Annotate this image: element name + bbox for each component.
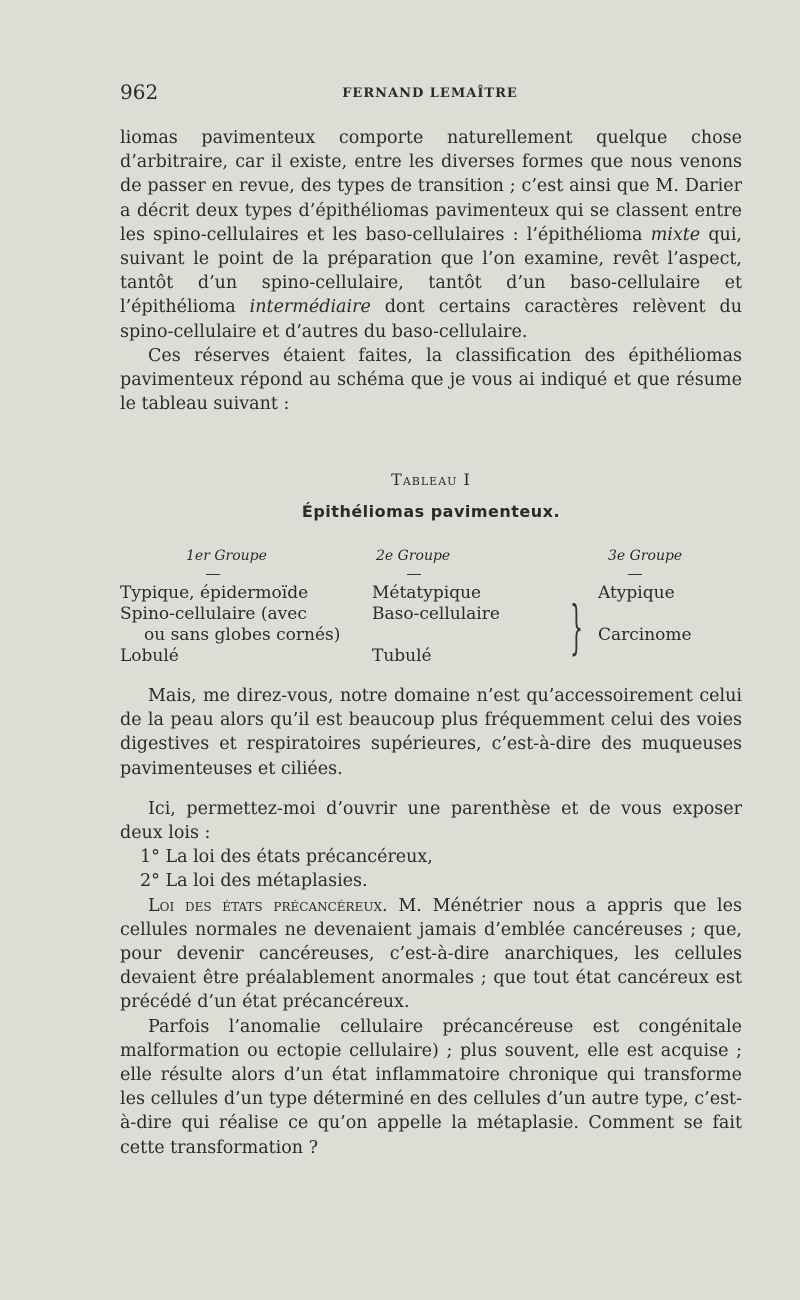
divider: [407, 574, 421, 575]
paragraph-1: liomas pavimenteux comporte naturellement quelque chose d’arbitraire, car il existe, entre les diverses formes que nous venons de passer en revue, des types de transition ; c’est ainsi que M. Darier a décrit deux types d’épithéliomas pavimenteux qui se classent entre les spino-cellulaires et les baso-cellulaires : l’épithélioma mixte qui, suivant le point de la préparation que l’on examine, revêt l’aspect, tantôt d’un spino-cellulaire, tantôt d’un baso-cellulaire et l’épithélioma intermédiaire dont certains caractères relèvent du spino-cellulaire et d’autres du baso-cellulaire.: [120, 128, 742, 342]
group-1-column: [120, 546, 350, 667]
group-1-item: ou sans globes cornés): [144, 625, 341, 645]
group-3-heading: 3e Groupe: [608, 548, 683, 564]
group-1-item: Lobulé: [120, 646, 179, 666]
group-2-item: Métatypique: [372, 583, 482, 603]
divider: [628, 574, 642, 575]
paragraph-5: Loi des états précancéreux. M. Ménétrier nous a appris que les cellules normales ne devenaient jamais d’emblée cancéreuses ; que, pour devenir cancéreuses, c’est-à-dire anarchiques, les cellules devaient être préalablement anormales ; que tout état cancéreux est précédé d’un état précancéreux.: [120, 895, 742, 1013]
table-caption: Tableau I: [391, 470, 471, 489]
running-header: [120, 80, 740, 106]
paragraph-4: Ici, permettez-moi d’ouvrir une parenthèse et de vous exposer deux lois :: [120, 798, 742, 844]
section-title: Loi des états précancéreux.: [148, 895, 388, 916]
body-text: [120, 684, 742, 1160]
group-2-column: [372, 546, 542, 667]
right-brace: }: [569, 593, 583, 661]
group-2-item: Baso-cellulaire: [372, 604, 500, 624]
group-2-heading: 2e Groupe: [376, 548, 451, 564]
page-number: 962: [120, 80, 159, 104]
paragraph-3: Mais, me direz-vous, notre domaine n’est qu’accessoirement celui de la peau alors qu’il est beaucoup plus fréquemment celui des voies digestives et respiratoires supérieures, c’est-à-dire des muqueuses pavimenteuses et ciliées.: [120, 686, 742, 779]
table-title: Épithéliomas pavimenteux.: [301, 502, 561, 521]
running-title: FERNAND LEMAÎTRE: [342, 86, 518, 101]
law-2: 2° La loi des métaplasies.: [140, 871, 368, 892]
term-mixte: mixte: [650, 224, 701, 245]
group-1-heading: 1er Groupe: [186, 548, 267, 564]
group-3-item: Atypique: [598, 583, 675, 603]
group-2-item: Tubulé: [372, 646, 432, 666]
term-intermediaire: intermédiaire: [249, 297, 371, 318]
paragraph-2: Ces réserves étaient faites, la classification des épithéliomas pavimenteux répond au schéma que je vous ai indiqué et que résume le tableau suivant :: [120, 345, 742, 415]
group-3-item: Carcinome: [598, 625, 692, 645]
divider: [206, 574, 220, 575]
group-1-item: Spino-cellulaire (avec: [120, 604, 307, 624]
group-1-item: Typique, épidermoïde: [120, 583, 309, 603]
group-3-column: [598, 546, 738, 646]
law-1: 1° La loi des états précancéreux,: [140, 847, 433, 868]
intro-text: [120, 126, 742, 416]
paragraph-6: Parfois l’anomalie cellulaire précancéreuse est congénitale malformation ou ectopie cellulaire) ; plus souvent, elle est acquise ; elle résulte alors d’un état inflammatoire chronique qui transforme les cellules d’un type déterminé en des cellules d’un autre type, c’est-à-dire qui réalise ce qu’on appelle la métaplasie. Comment se fait cette transformation ?: [120, 1016, 742, 1158]
